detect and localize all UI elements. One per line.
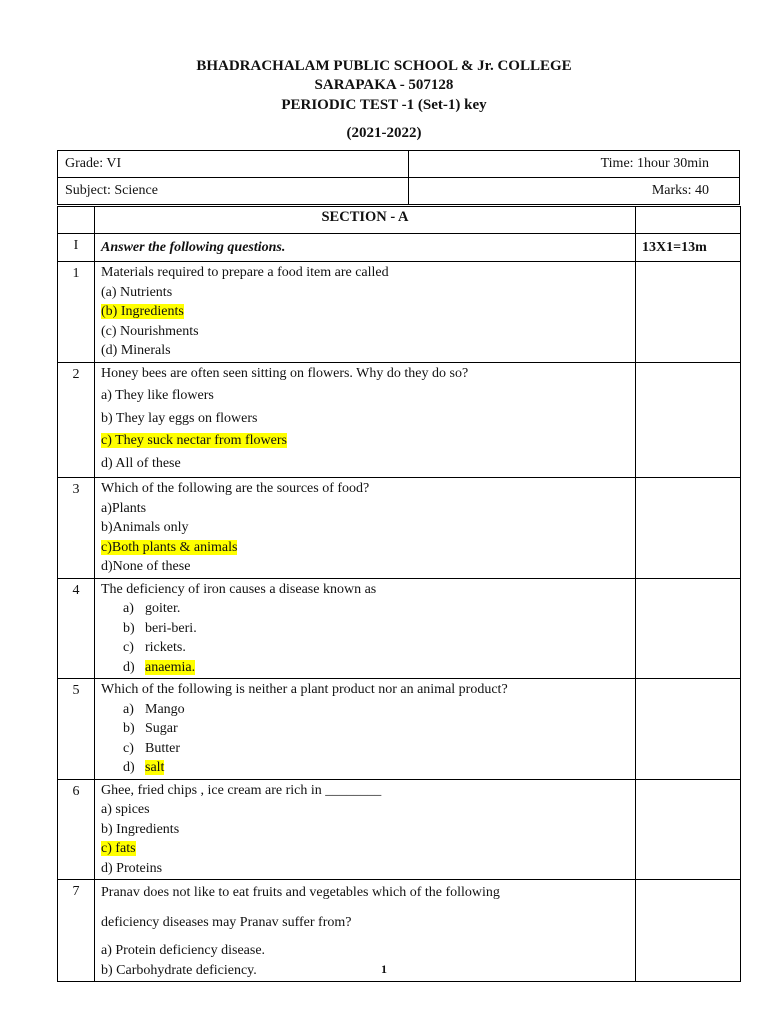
option: d)None of these — [101, 559, 191, 574]
test-title: PERIODIC TEST -1 (Set-1) key — [281, 97, 487, 113]
option: b) Carbohydrate deficiency. — [101, 962, 257, 978]
question-body — [95, 362, 636, 478]
question-number: 6 — [58, 779, 95, 880]
option: b) Ingredients — [101, 821, 180, 837]
info-row-1 — [57, 150, 740, 178]
option-correct — [101, 839, 629, 859]
option: a) Mango — [123, 701, 185, 717]
question-row — [58, 679, 741, 780]
question-body — [95, 578, 636, 679]
option: b) Sugar — [123, 721, 178, 736]
option: a) Protein deficiency disease. — [101, 943, 266, 958]
option: b)Animals only — [101, 520, 189, 535]
question-text: Honey bees are often seen sitting on flowers. Why do they do so? — [101, 365, 469, 381]
instruction-text: Answer the following questions. — [95, 234, 636, 262]
answer-highlight: (b) Ingredients — [101, 304, 184, 319]
section-marks: 13X1=13m — [636, 234, 741, 262]
option: a) goiter. — [123, 601, 181, 616]
option-correct — [101, 302, 629, 322]
section-title: SECTION - A — [95, 207, 636, 234]
option: a) spices — [101, 802, 150, 817]
question-number: 3 — [58, 478, 95, 579]
question-body — [95, 679, 636, 780]
option: b) They lay eggs on flowers — [101, 410, 258, 426]
option-correct — [101, 538, 629, 558]
question-body — [95, 262, 636, 363]
question-text: Materials required to prepare a food item are called — [101, 265, 389, 280]
option: d) All of these — [101, 455, 181, 471]
question-number: 5 — [58, 679, 95, 780]
answer-highlight: c) They suck nectar from flowers — [101, 433, 287, 448]
roman-numeral: I — [58, 234, 95, 262]
section-row — [58, 207, 741, 234]
question-number: 4 — [58, 578, 95, 679]
question-text: Pranav does not like to eat fruits and vegetables which of the following — [101, 885, 500, 900]
academic-year: (2021-2022) — [346, 125, 422, 141]
option: b) beri-beri. — [123, 620, 197, 636]
school-name: BHADRACHALAM PUBLIC SCHOOL & Jr. COLLEGE — [196, 58, 572, 74]
question-body — [95, 478, 636, 579]
grade-cell: Grade: VI — [58, 151, 409, 178]
question-row — [58, 262, 741, 363]
option: (c) Nourishments — [101, 323, 199, 339]
option: c) rickets. — [123, 640, 186, 655]
question-row — [58, 362, 741, 478]
option: (a) Nutrients — [101, 284, 173, 300]
info-row-2 — [57, 177, 740, 205]
question-text: Ghee, fried chips , ice cream are rich in ________ — [101, 782, 382, 798]
answer-highlight: salt — [145, 760, 165, 775]
answer-highlight: anaemia. — [145, 659, 196, 675]
answer-highlight: c) fats — [101, 841, 136, 856]
question-number: 7 — [58, 880, 95, 982]
question-text: Which of the following are the sources of food? — [101, 481, 370, 496]
question-row — [58, 478, 741, 579]
option-correct: d) anaemia. — [123, 659, 196, 675]
option: a) They like flowers — [101, 388, 214, 403]
time-cell: Time: 1hour 30min — [409, 151, 740, 178]
question-row — [58, 779, 741, 880]
school-place: SARAPAKA - 507128 — [314, 77, 454, 93]
option: c) Butter — [123, 740, 180, 756]
question-text-continued: deficiency diseases may Pranav suffer from? — [101, 914, 352, 930]
page-number: 1 — [381, 962, 387, 976]
option: d) Proteins — [101, 860, 163, 876]
question-text: The deficiency of iron causes a disease known as — [101, 581, 377, 597]
subject-cell: Subject: Science — [58, 178, 409, 205]
option: (d) Minerals — [101, 343, 171, 358]
question-number: 2 — [58, 362, 95, 478]
question-text: Which of the following is neither a plant product nor an animal product? — [101, 682, 508, 697]
instruction-row — [58, 234, 741, 262]
option-correct — [101, 431, 629, 451]
question-body — [95, 779, 636, 880]
question-number: 1 — [58, 262, 95, 363]
option: a)Plants — [101, 500, 147, 516]
answer-highlight: c)Both plants & animals — [101, 539, 238, 555]
marks-cell: Marks: 40 — [409, 178, 740, 205]
option-correct: d) salt — [123, 760, 165, 775]
question-row — [58, 578, 741, 679]
questions-table — [57, 206, 741, 982]
